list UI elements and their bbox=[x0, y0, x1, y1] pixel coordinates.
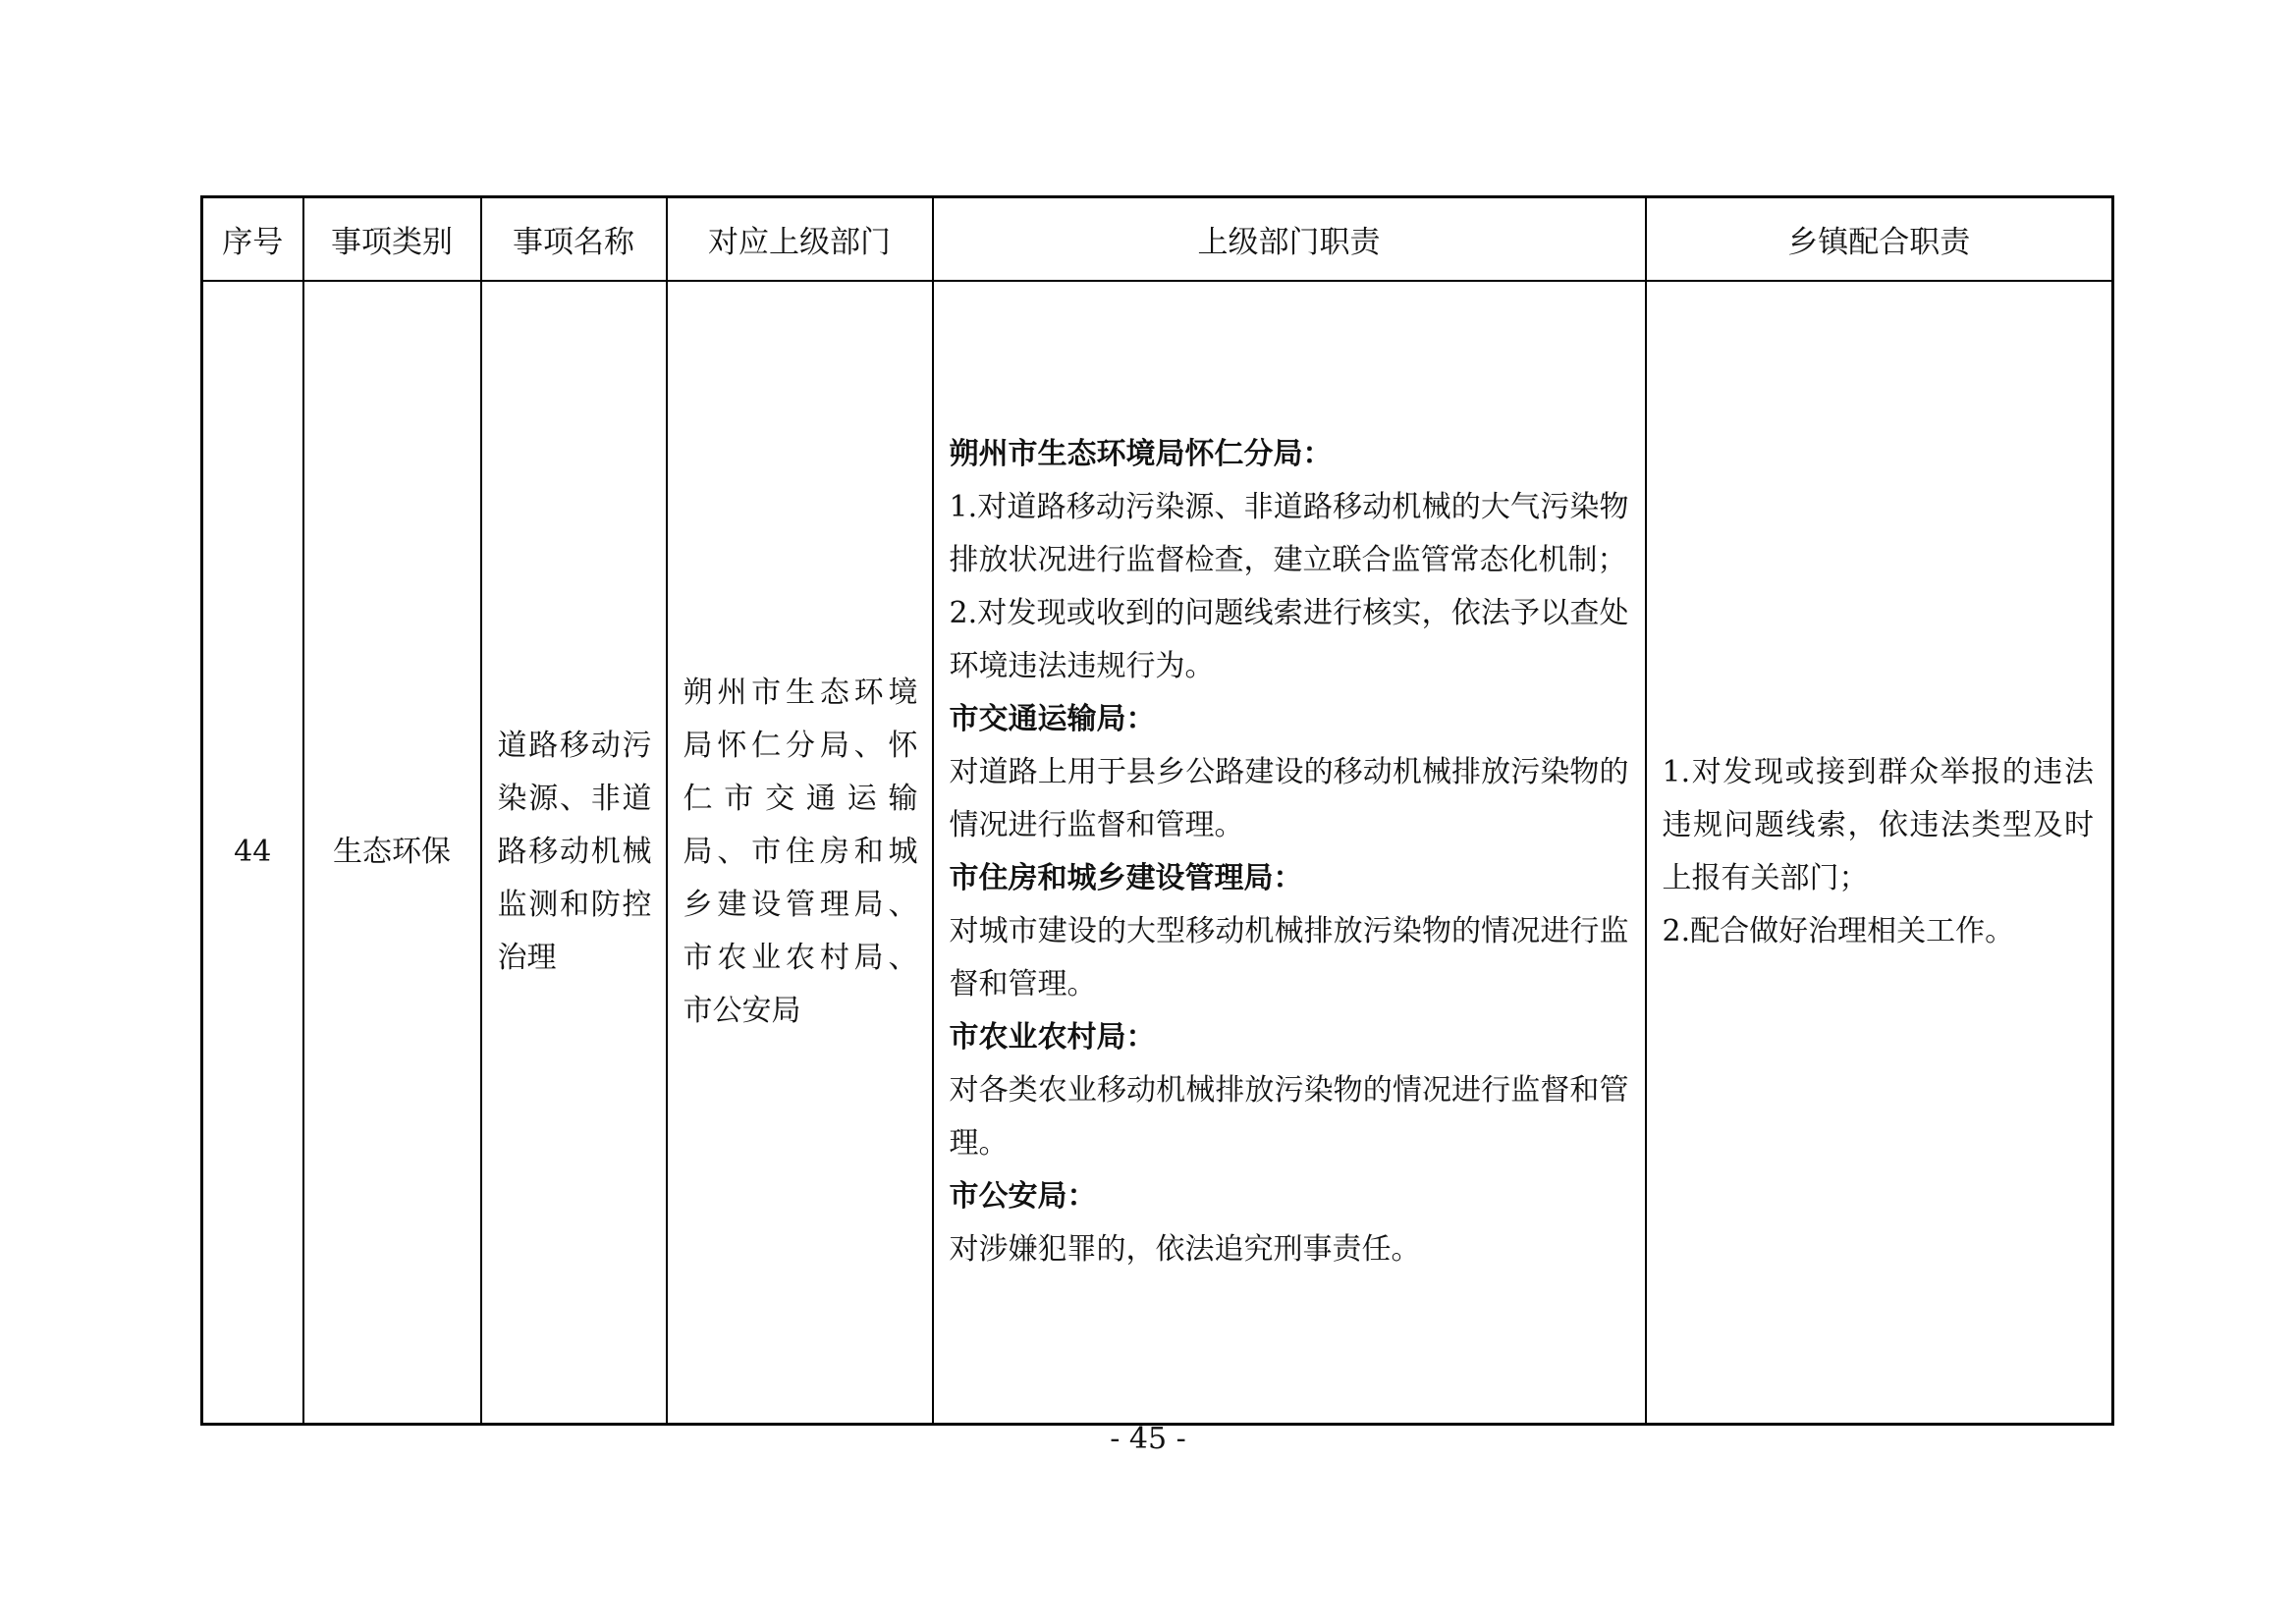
cell-upper-resp bbox=[933, 281, 1646, 1425]
org-title-police: 市公安局： bbox=[949, 1178, 1097, 1214]
header-category: 事项类别 bbox=[303, 197, 481, 281]
town-item-1: 1.对发现或接到群众举报的违法违规问题线索，依违法类型及时上报有关部门； bbox=[1662, 754, 2094, 895]
org-title-ecology: 朔州市生态环境局怀仁分局： bbox=[949, 436, 1333, 471]
header-name: 事项名称 bbox=[481, 197, 667, 281]
town-item-2: 2.配合做好治理相关工作。 bbox=[1662, 913, 2015, 948]
header-upper-resp: 上级部门职责 bbox=[933, 197, 1646, 281]
header-seq: 序号 bbox=[202, 197, 303, 281]
ecology-item-2: 2.对发现或收到的问题线索进行核实，依法予以查处环境违法违规行为。 bbox=[949, 595, 1629, 683]
ecology-item-1: 1.对道路移动污染源、非道路移动机械的大气污染物排放状况进行监督检查，建立联合监管常态化机制； bbox=[949, 489, 1629, 577]
org-title-housing: 市住房和城乡建设管理局： bbox=[949, 860, 1303, 895]
table-header-row bbox=[202, 197, 2113, 281]
cell-upper-dept: 朔州市生态环境局怀仁分局、怀仁市交通运输局、市住房和城乡建设管理局、市农业农村局、市公安局 bbox=[667, 281, 933, 1425]
housing-text: 对城市建设的大型移动机械排放污染物的情况进行监督和管理。 bbox=[949, 913, 1629, 1001]
cell-name: 道路移动污染源、非道路移动机械监测和防控治理 bbox=[481, 281, 667, 1425]
responsibility-table bbox=[200, 195, 2114, 1426]
cell-category: 生态环保 bbox=[303, 281, 481, 1425]
org-title-agriculture: 市农业农村局： bbox=[949, 1019, 1156, 1055]
header-town-resp: 乡镇配合职责 bbox=[1646, 197, 2113, 281]
page-number: - 45 - bbox=[1110, 1422, 1186, 1456]
cell-seq: 44 bbox=[202, 281, 303, 1425]
table-row bbox=[202, 281, 2113, 1425]
cell-town-resp bbox=[1646, 281, 2113, 1425]
transport-text: 对道路上用于县乡公路建设的移动机械排放污染物的情况进行监督和管理。 bbox=[949, 754, 1629, 842]
police-text: 对涉嫌犯罪的，依法追究刑事责任。 bbox=[949, 1231, 1421, 1267]
org-title-transport: 市交通运输局： bbox=[949, 701, 1156, 736]
header-upper-dept: 对应上级部门 bbox=[667, 197, 933, 281]
agriculture-text: 对各类农业移动机械排放污染物的情况进行监督和管理。 bbox=[949, 1072, 1629, 1161]
